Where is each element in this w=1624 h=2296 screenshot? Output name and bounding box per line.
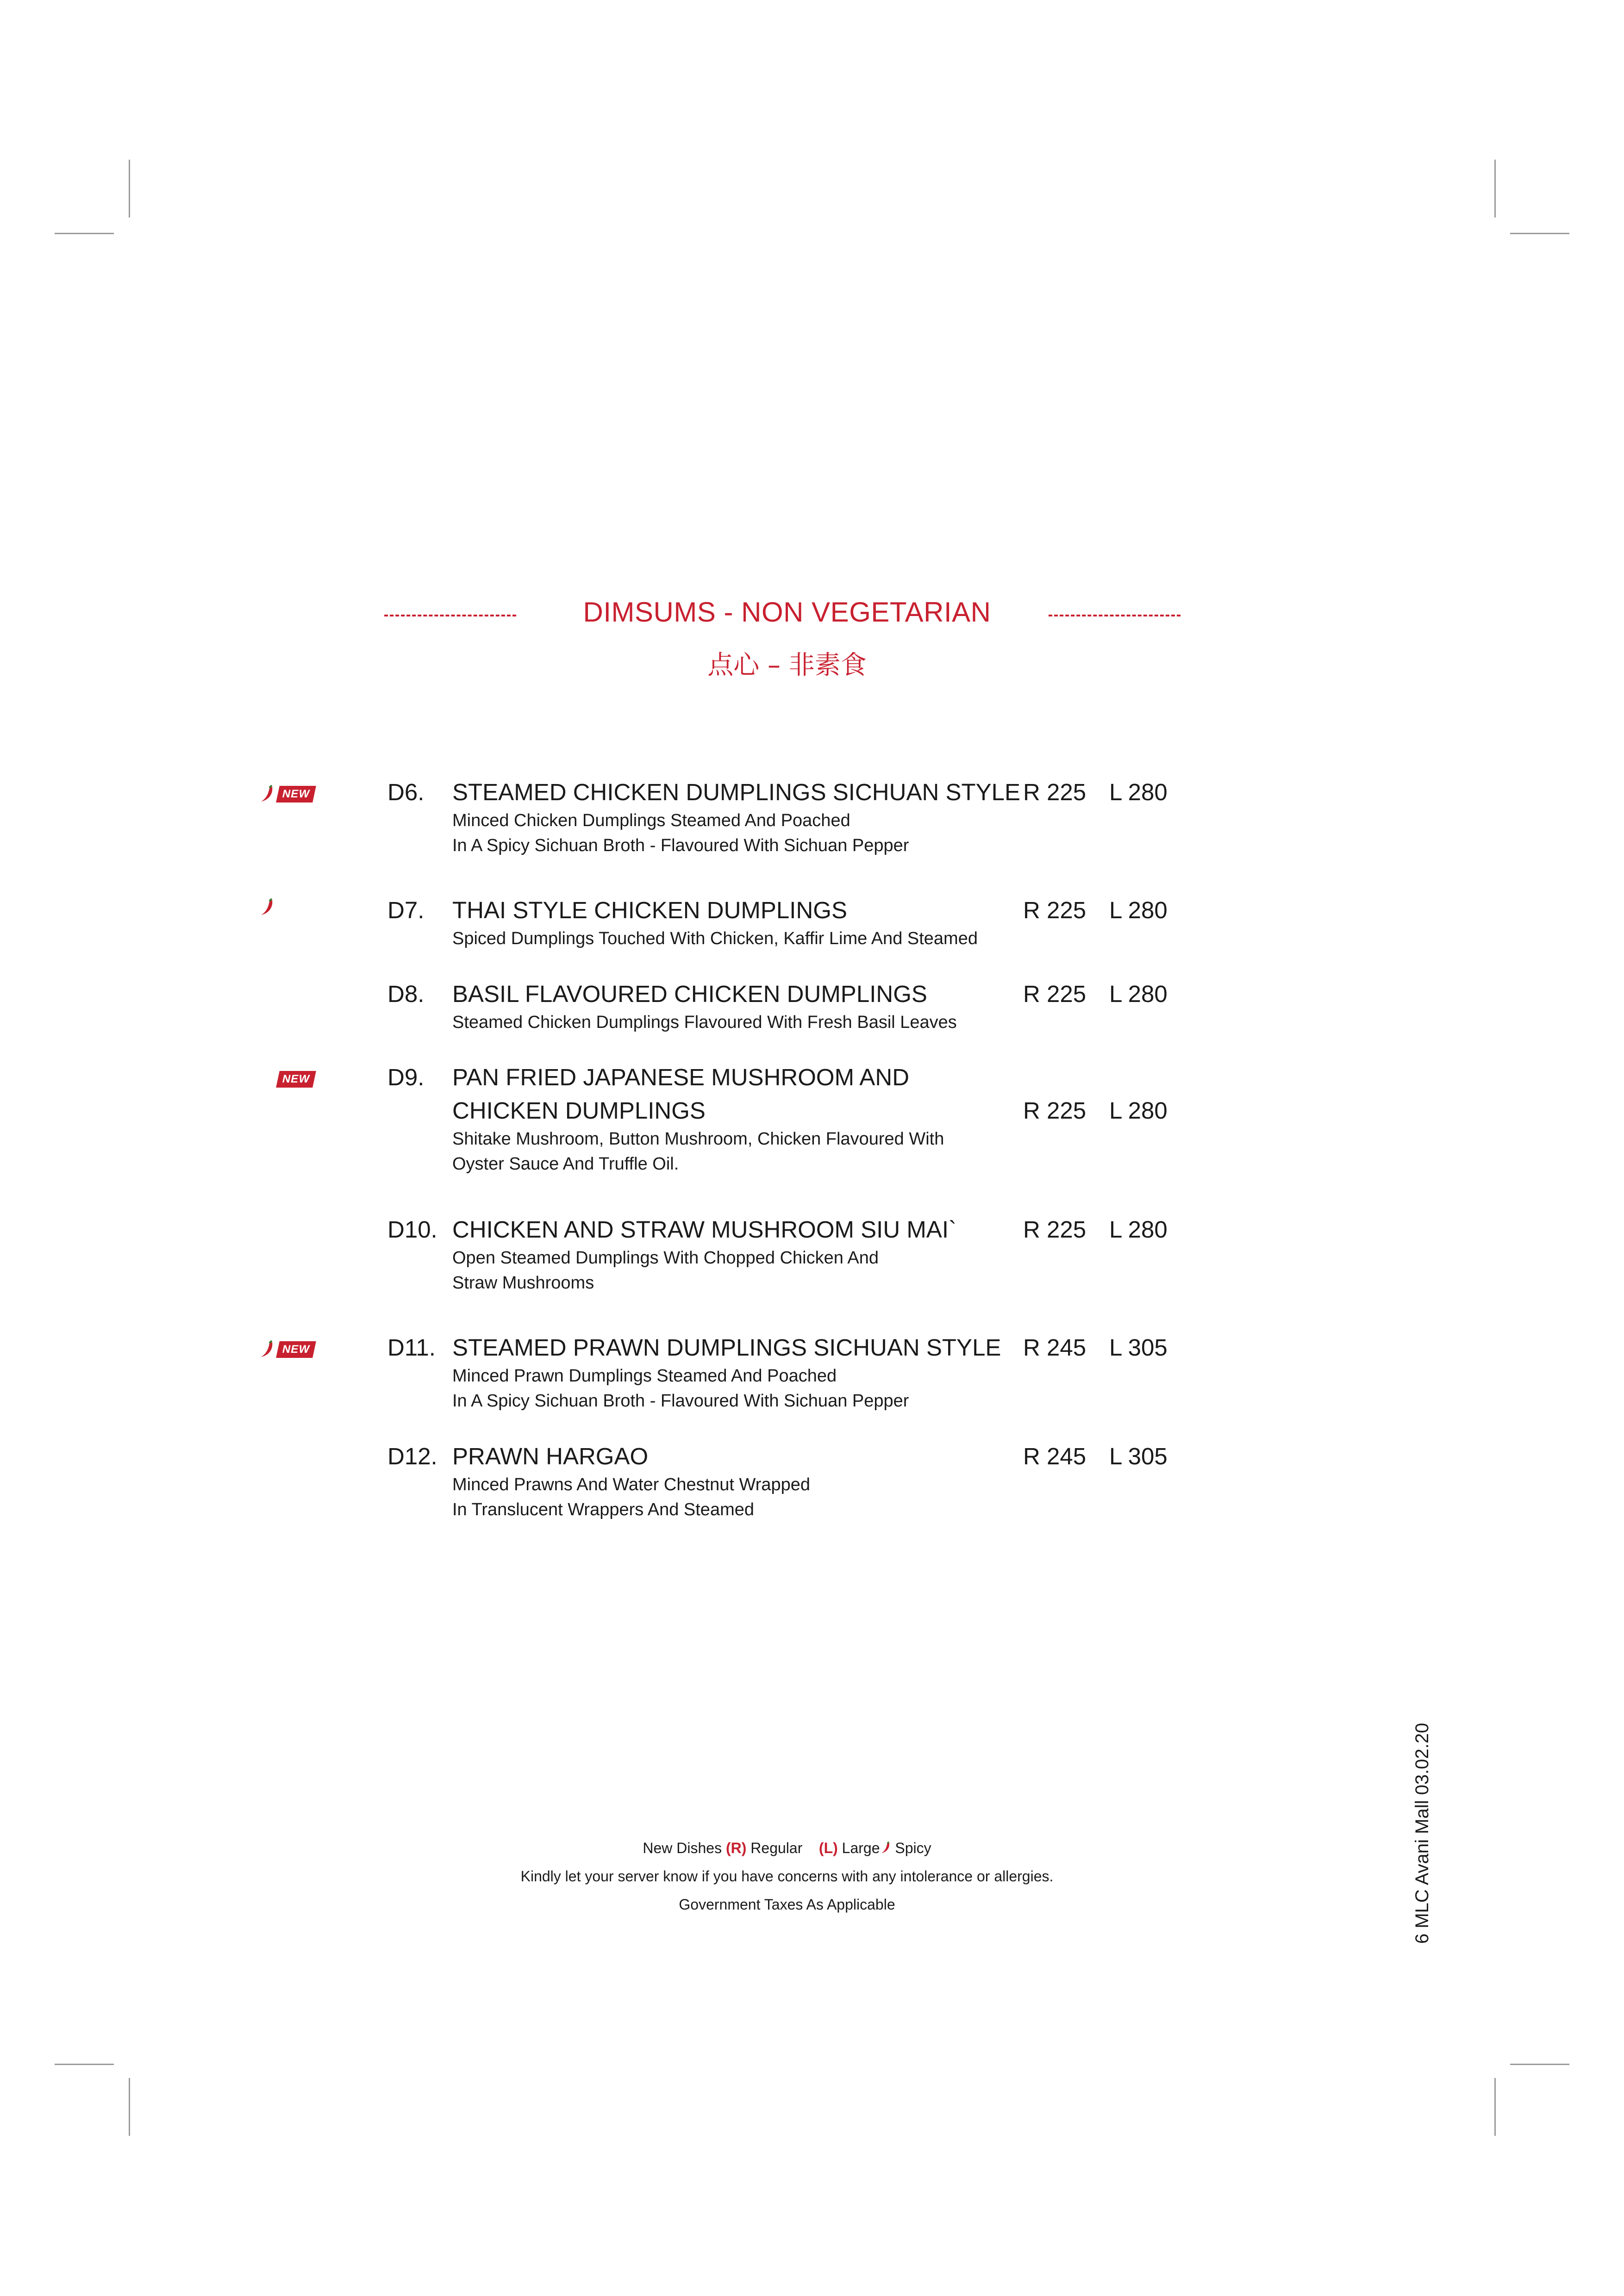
item-code: D9. (387, 1064, 425, 1090)
crop-mark (129, 160, 130, 218)
chili-icon (880, 1841, 891, 1855)
chili-icon (259, 785, 275, 803)
item-name: PRAWN HARGAO (452, 1443, 649, 1469)
new-badge-icon: NEW (276, 1071, 316, 1088)
price-regular: R 225 (1023, 1216, 1087, 1243)
price-large: L 280 (1109, 897, 1168, 923)
page-title: DIMSUMS - NON VEGETARIAN (583, 597, 991, 628)
legend-new: New Dishes (643, 1840, 722, 1856)
price-regular: R 225 (1023, 779, 1087, 805)
item-name: STEAMED PRAWN DUMPLINGS SICHUAN STYLE (452, 1334, 1001, 1361)
title-divider-left (384, 615, 516, 616)
allergy-note: Kindly let your server know if you have concerns with any intolerance or allergies. (520, 1868, 1054, 1885)
price-regular: R 245 (1023, 1334, 1087, 1361)
item-description: Oyster Sauce And Truffle Oil. (452, 1154, 679, 1174)
price-large: L 280 (1109, 981, 1168, 1007)
new-badge-icon: NEW (276, 786, 316, 803)
item-description: Minced Prawn Dumplings Steamed And Poached (452, 1366, 837, 1386)
item-name: CHICKEN AND STRAW MUSHROOM SIU MAI` (452, 1216, 956, 1243)
crop-mark (1510, 2064, 1569, 2065)
price-large: L 280 (1109, 1216, 1168, 1243)
legend-regular-mark: (R) (725, 1840, 747, 1856)
item-description: In Translucent Wrappers And Steamed (452, 1500, 754, 1519)
chili-icon (259, 898, 275, 917)
price-regular: R 225 (1023, 1097, 1087, 1124)
item-description: In A Spicy Sichuan Broth - Flavoured With Sichuan Pepper (452, 1391, 909, 1411)
price-large: L 305 (1109, 1443, 1168, 1469)
item-code: D8. (387, 981, 425, 1007)
new-badge-icon: NEW (276, 1341, 316, 1358)
legend-regular: Regular (750, 1840, 803, 1856)
title-divider-right (1049, 615, 1181, 616)
tax-note: Government Taxes As Applicable (679, 1896, 895, 1913)
price-large: L 280 (1109, 779, 1168, 805)
price-regular: R 225 (1023, 981, 1087, 1007)
item-code: D10. (387, 1216, 437, 1243)
crop-mark (1494, 2078, 1496, 2136)
item-description: Straw Mushrooms (452, 1273, 594, 1293)
legend-large-mark: (L) (818, 1840, 838, 1856)
item-description: Steamed Chicken Dumplings Flavoured With Fresh Basil Leaves (452, 1013, 957, 1032)
crop-mark (55, 233, 114, 234)
item-description: Minced Prawns And Water Chestnut Wrapped (452, 1475, 811, 1494)
item-description: Minced Chicken Dumplings Steamed And Poached (452, 811, 850, 830)
price-large: L 280 (1109, 1097, 1168, 1124)
price-regular: R 225 (1023, 897, 1087, 923)
chili-icon (259, 1340, 275, 1359)
item-name: THAI STYLE CHICKEN DUMPLINGS (452, 897, 847, 923)
page-subtitle: 点心 – 非素食 (707, 650, 867, 680)
item-code: D12. (387, 1443, 437, 1469)
item-description: Shitake Mushroom, Button Mushroom, Chicken Flavoured With (452, 1129, 944, 1149)
page-reference: 6 MLC Avani Mall 03.02.20 (1412, 1723, 1432, 1944)
crop-mark (1510, 233, 1569, 234)
legend-key (417, 1840, 1157, 1857)
price-large: L 305 (1109, 1334, 1168, 1361)
item-name: PAN FRIED JAPANESE MUSHROOM AND (452, 1064, 910, 1090)
crop-mark (1494, 160, 1496, 218)
item-code: D11. (387, 1334, 436, 1361)
legend-large: Large (842, 1840, 880, 1856)
item-description: Spiced Dumplings Touched With Chicken, Kaffir Lime And Steamed (452, 929, 978, 948)
crop-mark (55, 2064, 114, 2065)
item-name-continued: CHICKEN DUMPLINGS (452, 1097, 706, 1124)
item-code: D6. (387, 779, 425, 805)
price-regular: R 245 (1023, 1443, 1087, 1469)
item-code: D7. (387, 897, 425, 923)
crop-mark (129, 2078, 130, 2136)
item-description: Open Steamed Dumplings With Chopped Chicken And (452, 1248, 879, 1268)
item-name: STEAMED CHICKEN DUMPLINGS SICHUAN STYLE (452, 779, 1021, 805)
legend-spicy: Spicy (895, 1840, 931, 1856)
item-description: In A Spicy Sichuan Broth - Flavoured With Sichuan Pepper (452, 836, 909, 855)
item-name: BASIL FLAVOURED CHICKEN DUMPLINGS (452, 981, 927, 1007)
